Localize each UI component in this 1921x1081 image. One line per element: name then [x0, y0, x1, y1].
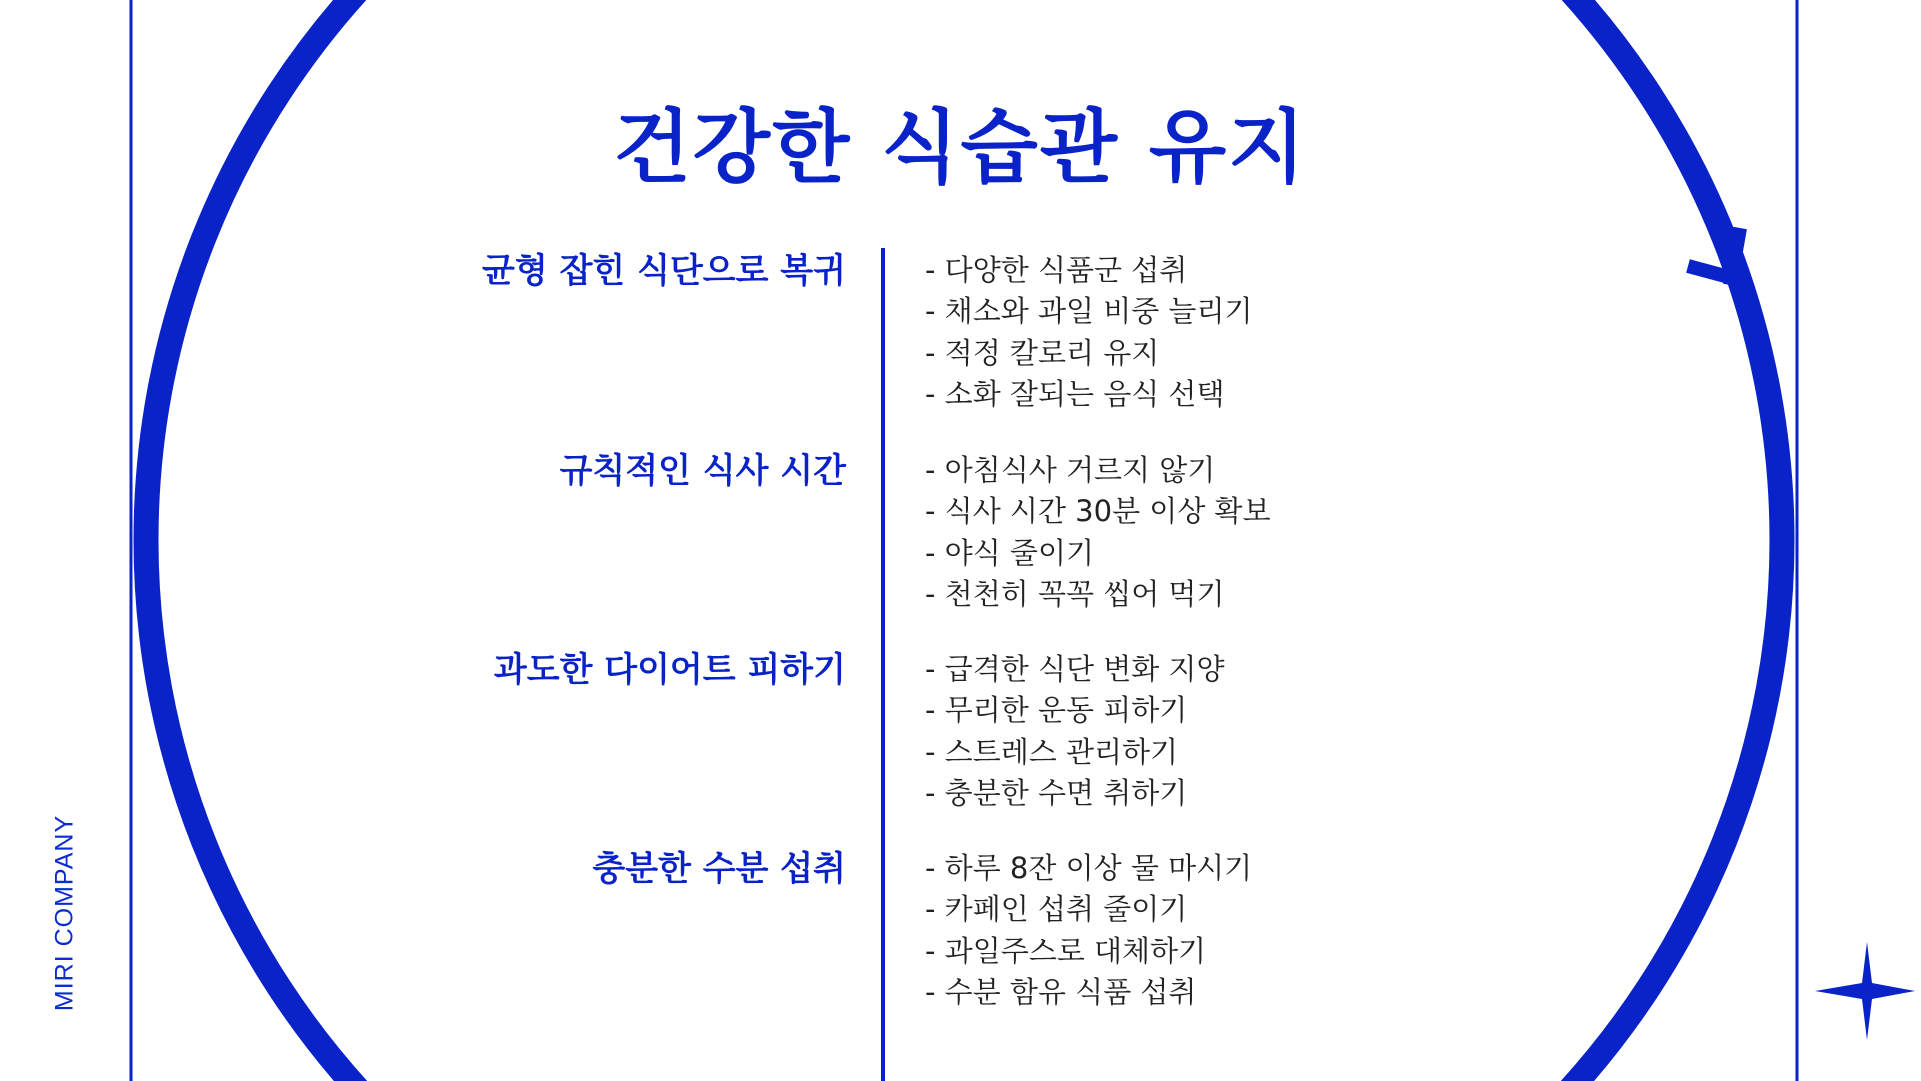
list-item: - 소화 잘되는 음식 선택	[925, 376, 1225, 411]
list-item: - 과일주스로 대체하기	[925, 933, 1207, 968]
section-heading: 규칙적인 식사 시간	[559, 451, 846, 491]
list-item: - 다양한 식품군 섭취	[925, 253, 1188, 287]
list-item: - 무리한 운동 피하기	[925, 693, 1188, 728]
list-item: - 수분 함유 식품 섭취	[925, 974, 1197, 1009]
list-item: - 천천히 꼭꼭 씹어 먹기	[925, 576, 1225, 611]
section-items	[925, 450, 1271, 615]
list-item: - 아침식사 거르지 않기	[925, 453, 1216, 487]
section-items	[925, 649, 1224, 814]
list-item: - 충분한 수면 취하기	[925, 775, 1188, 810]
list-item: - 카페인 섭취 줄이기	[925, 892, 1188, 927]
section-items	[925, 250, 1252, 415]
list-item: - 스트레스 관리하기	[925, 734, 1179, 769]
section-avoid-diet	[0, 649, 1921, 819]
section-heading: 충분한 수분 섭취	[592, 849, 846, 889]
section-items	[925, 848, 1252, 1013]
section-balanced-diet	[0, 250, 1921, 420]
section-regular-meals	[0, 450, 1921, 620]
list-item: - 식사 시간 30분 이상 확보	[925, 494, 1271, 529]
brand-name: MIRI COMPANY	[50, 814, 79, 1012]
list-item: - 적정 칼로리 유지	[925, 335, 1160, 370]
list-item: - 급격한 식단 변화 지양	[925, 652, 1225, 686]
section-hydration	[0, 848, 1921, 1018]
section-heading: 균형 잡힌 식단으로 복귀	[482, 251, 846, 291]
list-item: - 하루 8잔 이상 물 마시기	[925, 851, 1253, 885]
section-heading: 과도한 다이어트 피하기	[493, 650, 846, 690]
list-item: - 야식 줄이기	[925, 535, 1094, 570]
list-item: - 채소와 과일 비중 늘리기	[925, 294, 1253, 329]
page-title: 건강한 식습관 유지	[613, 101, 1308, 194]
